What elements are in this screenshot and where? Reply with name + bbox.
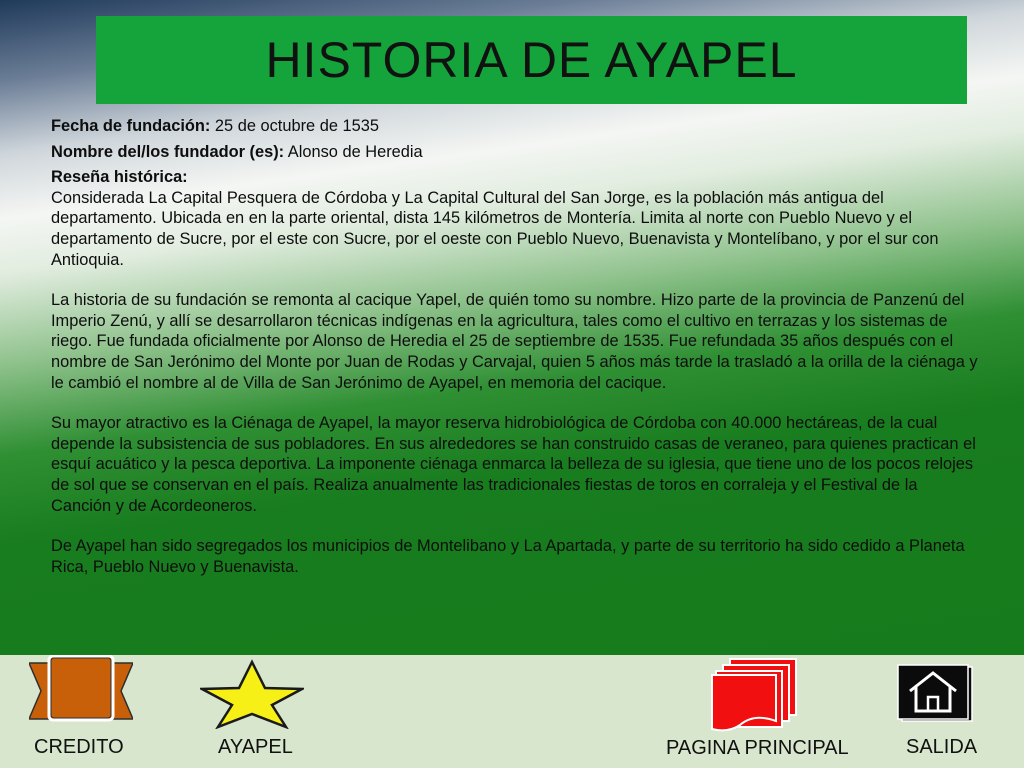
founding-date-value: 25 de octubre de 1535 <box>210 117 379 135</box>
salida-label: SALIDA <box>906 736 978 758</box>
page-title: HISTORIA DE AYAPEL <box>265 32 798 88</box>
paragraph-2: La historia de su fundación se remonta al cacique Yapel, de quién tomo su nombre. Hizo parte de la provincia de Panzenú del Imperio Zenú, y allí se desarrollaron técnicas indígenas en la agricultura, tales como el cultivo en terrazas y los sistemas de riego. Fue fundada oficialmente por Alonso de Heredia el 25 de septiembre de 1535. Fue refundada 35 años después con el nombre de San Jerónimo del Monte por Juan de Rodas y Carvajal, quien 5 años más tarde la trasladó a la orilla de la ciénaga y le cambió el nombre al de Villa de San Jerónimo de Ayapel, en memoria del cacique. <box>51 291 978 392</box>
salida-button[interactable] <box>894 655 994 768</box>
ayapel-label: AYAPEL <box>218 736 293 758</box>
credito-label: CREDITO <box>34 736 124 758</box>
founding-date-line <box>51 116 981 137</box>
founder-line <box>51 142 981 163</box>
pages-icon <box>710 657 800 735</box>
footer-nav <box>0 655 1024 768</box>
ayapel-button[interactable] <box>196 655 312 768</box>
founder-value: Alonso de Heredia <box>284 142 423 161</box>
pagina-principal-button[interactable] <box>664 655 864 768</box>
founding-date-label: Fecha de fundación: <box>51 117 211 135</box>
history-label: Reseña histórica: <box>51 168 188 187</box>
home-icon <box>896 663 976 725</box>
star-icon <box>200 659 304 729</box>
title-bar <box>96 16 967 104</box>
credito-button[interactable] <box>24 655 140 768</box>
paragraph-4: De Ayapel han sido segregados los municipios de Montelibano y La Apartada, y parte de su territorio ha sido cedido a Planeta Rica, Pueblo Nuevo y Buenavista. <box>51 537 965 576</box>
founder-label: Nombre del/los fundador (es): <box>51 142 285 161</box>
scroll-icon <box>29 655 133 731</box>
paragraph-3: Su mayor atractivo es la Ciénaga de Ayapel, la mayor reserva hidrobiológica de Córdoba con 40.000 hectáreas, de la cual depende la subsistencia de sus pobladores. En sus alrededores se han construido casas de veraneo, para quienes practican el esquí acuático y la pesca deportiva. La imponente ciénaga enmarca la belleza de su iglesia, que tiene uno de los pocos relojes de sol que se conservan en el país. Realiza anualmente las tradicionales fiestas de toros en corraleja y el Festival de la Canción y de Acordeoneros. <box>51 414 976 515</box>
pagina-principal-label: PAGINA PRINCIPAL <box>666 737 849 759</box>
paragraph-1: Considerada La Capital Pesquera de Córdoba y La Capital Cultural del San Jorge, es la población más antigua del departamento. Ubicada en en la parte oriental, dista 145 kilómetros de Montería. Limita al norte con Pueblo Nuevo y el departamento de Sucre, por el este con Sucre, por el oeste con Pueblo Nuevo, Buenavista y Montelíbano, y por el sur con Antioquia. <box>51 188 939 269</box>
content-body <box>51 116 981 577</box>
